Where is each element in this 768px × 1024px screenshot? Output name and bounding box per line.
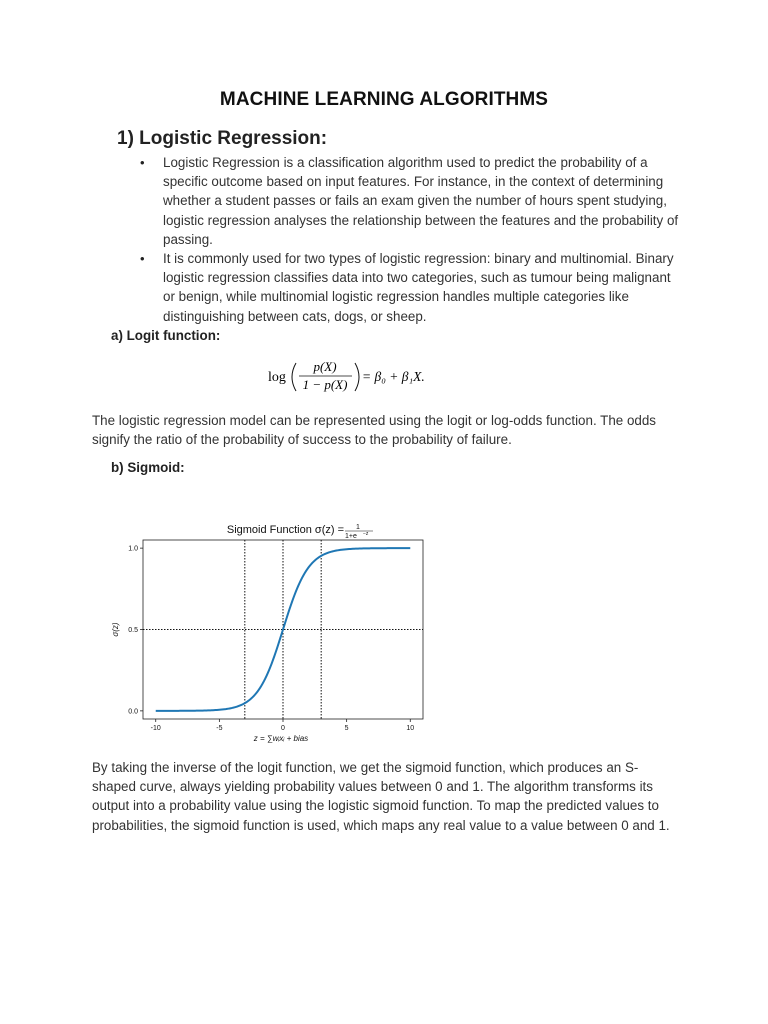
- chart-title: Sigmoid Function σ(z) =: [226, 524, 344, 536]
- y-tick-label: 0.0: [128, 708, 138, 716]
- formula-numerator: p(X): [313, 359, 337, 374]
- bullet-text: Logistic Regression is a classification algorithm used to predict the probability of a specific outcome based on input features. For instance, in the context of determining whether a student passes or fails an exam given the number of hours spent studying, logistic regression analyses the relationship between the features and the probability of passing.: [163, 155, 679, 247]
- x-tick-label: 0: [281, 725, 285, 732]
- x-tick-label: -5: [216, 725, 223, 732]
- formula-paren-right: [355, 363, 359, 391]
- chart-title-fraction-numerator: 1: [356, 524, 360, 531]
- formula-denominator: 1 − p(X): [302, 377, 348, 392]
- bullet-icon: •: [140, 251, 145, 267]
- chart-title-fraction-denominator: 1+e: [345, 533, 357, 540]
- chart-title-fraction-exponent: −z: [363, 531, 369, 537]
- list-item: [138, 153, 683, 249]
- bullet-icon: •: [140, 155, 145, 170]
- x-tick-label: 10: [406, 725, 415, 732]
- page-title: MACHINE LEARNING ALGORITHMS: [219, 89, 549, 110]
- x-tick-label: -10: [150, 725, 161, 732]
- sigmoid-paragraph: By taking the inverse of the logit function, we get the sigmoid function, which produces an S-shaped curve, always yielding probability values between 0 and 1. The algorithm transforms its output into a probability value using the logistic sigmoid function. To map the predicted values to probabilities, the sigmoid function is used, which maps any real value to a value between 0 and 1.: [92, 760, 670, 833]
- bullet-text: It is commonly used for two types of logistic regression: binary and multinomial. Binary logistic regression classifies data into two categories, such as tumour being malignant or benign, while multinomial logistic regression handles multiple categories like distinguishing between cats, dogs, or sheep.: [163, 251, 674, 324]
- y-axis-label: σ(z): [111, 622, 120, 637]
- y-tick-label: 1.0: [128, 545, 138, 553]
- y-axis-ticks: [128, 546, 143, 716]
- list-item: [138, 249, 683, 326]
- formula-rhs: = β₀ + β₁X.: [362, 369, 425, 384]
- x-axis-ticks: [151, 719, 415, 732]
- formula-paren-left: [292, 363, 296, 391]
- section-heading: 1) Logistic Regression:: [117, 128, 328, 149]
- subsection-heading-logit: a) Logit function:: [111, 328, 221, 343]
- sigmoid-chart: [108, 518, 438, 748]
- logit-formula: [266, 357, 486, 397]
- x-axis-label: z = ∑wᵢxᵢ + bias: [253, 734, 309, 743]
- x-tick-label: 5: [344, 725, 349, 732]
- y-tick-label: 0.5: [128, 627, 138, 634]
- subsection-heading-sigmoid: b) Sigmoid:: [111, 460, 185, 475]
- formula-log: log: [268, 370, 286, 385]
- logit-paragraph: The logistic regression model can be represented using the logit or log-odds function. The odds signify the ratio of the probability of success to the probability of failure.: [92, 413, 656, 448]
- bullet-list: [138, 153, 683, 326]
